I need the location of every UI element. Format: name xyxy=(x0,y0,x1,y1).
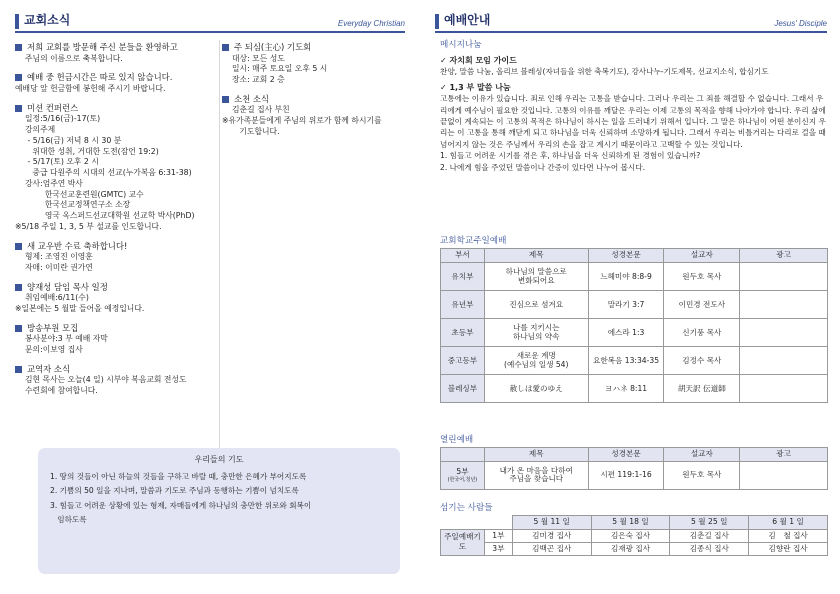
news-line: - 5/16(금) 저녁 8 시 30 분 xyxy=(25,135,122,145)
news-line: 중급 다원주의 시대의 선교(누가복음 6:31-38) xyxy=(25,168,192,178)
open-worship-title: 열린예배 xyxy=(440,435,474,445)
news-line: ※유가족분들에게 주님의 위로가 함께 하시기를 xyxy=(222,116,382,126)
news-title-text: 예배 중 헌금시간은 따로 있지 않습니다. xyxy=(27,72,173,83)
servers-table xyxy=(440,515,828,556)
table-cell xyxy=(740,262,828,290)
table-row xyxy=(441,461,828,489)
date-header: 6 월 1 일 xyxy=(749,515,828,529)
header-accent-bar xyxy=(15,14,19,29)
date-header: 5 월 18 일 xyxy=(591,515,670,529)
news-line: 자매: 이미란 권가연 xyxy=(25,262,93,272)
message-heading-1: ✓ 자치회 모임 가이드 xyxy=(440,55,517,65)
bullet-square-icon xyxy=(15,44,22,51)
table-cell xyxy=(740,318,828,346)
news-line: 주님의 이름으로 축복합니다. xyxy=(25,53,123,63)
column-header: 광고 xyxy=(740,447,828,461)
table-cell: 새로운 계명 (예수님의 일생 54) xyxy=(484,346,588,374)
part-cell: 1부 xyxy=(484,529,512,542)
news-line: ※5/18 주일 1, 3, 5 부 설교를 인도합니다. xyxy=(15,221,162,231)
news-column-b xyxy=(222,42,422,146)
column-header: 성경본문 xyxy=(588,447,664,461)
right-header-subtitle: Jesus' Disciple xyxy=(774,18,827,28)
table-row xyxy=(441,515,828,529)
column-header: 광고 xyxy=(740,248,828,262)
left-header-subtitle: Everyday Christian xyxy=(337,18,405,28)
news-line: - 5/17(토) 오후 2 시 xyxy=(25,157,99,167)
server-name-cell: 김백곤 집사 xyxy=(512,542,591,555)
table-cell: 이민경 전도사 xyxy=(664,290,740,318)
table-cell xyxy=(740,374,828,402)
news-title-text: 미션 컨퍼런스 xyxy=(27,102,79,113)
right-header-title: 예배안내 xyxy=(444,13,491,28)
message-section xyxy=(440,40,828,173)
news-line: 기도합니다. xyxy=(232,126,280,136)
group-cell: 주일예배기도 xyxy=(441,529,485,555)
news-item-title xyxy=(15,282,220,294)
prayer-item: 1. 땅의 것들이 아닌 하늘의 것들을 구하고 바랄 때, 충만한 은혜가 부어지도록 xyxy=(50,472,307,482)
news-item xyxy=(222,42,422,86)
table-cell: 에스라 1:3 xyxy=(588,318,664,346)
column-header: 성경본문 xyxy=(588,248,664,262)
prayer-box xyxy=(38,448,400,574)
empty-corner-cell xyxy=(441,515,513,529)
news-line: 문의:이보영 집사 xyxy=(25,345,83,355)
news-item xyxy=(15,282,220,315)
open-worship-dept xyxy=(441,461,485,489)
dept-cell: 유년부 xyxy=(441,290,485,318)
news-item xyxy=(15,323,220,356)
prayer-list xyxy=(50,470,388,528)
news-item-title xyxy=(15,323,220,335)
news-line: 강사:엄주연 박사 xyxy=(25,178,83,188)
date-header: 5 월 25 일 xyxy=(670,515,749,529)
news-line: 일정:5/16(금)-17(토) xyxy=(25,114,101,124)
open-worship-text-cell: 시편 119:1-16 xyxy=(588,461,664,489)
open-worship-table xyxy=(440,447,828,490)
table-cell: 느헤미야 8:8-9 xyxy=(588,262,664,290)
news-title-text: 주 되심(主心) 기도회 xyxy=(234,42,312,52)
table-cell: 하나님의 말씀으로 변화되어요 xyxy=(484,262,588,290)
table-row xyxy=(441,374,828,402)
table-cell: 赦しは愛のゆえ xyxy=(484,374,588,402)
news-line: 김춘길 집사 부친 xyxy=(232,105,290,115)
servers-section xyxy=(440,503,828,556)
table-cell: 원두호 목사 xyxy=(664,262,740,290)
table-cell xyxy=(740,346,828,374)
dept-cell: 유치부 xyxy=(441,262,485,290)
news-item-title xyxy=(15,364,220,376)
table-row xyxy=(441,262,828,290)
server-name-cell: 김향란 집사 xyxy=(749,542,828,555)
prayer-item: 임하도록 xyxy=(50,515,87,525)
bullet-square-icon xyxy=(15,366,22,373)
table-cell: 말라기 3:7 xyxy=(588,290,664,318)
column-header xyxy=(441,447,485,461)
news-title-text: 교역자 소식 xyxy=(27,363,71,374)
right-page-header xyxy=(435,12,827,33)
news-item xyxy=(15,42,220,64)
server-name-cell: 김종식 집사 xyxy=(670,542,749,555)
server-name-cell: 김재광 집사 xyxy=(591,542,670,555)
column-header: 부서 xyxy=(441,248,485,262)
news-line: 장소: 교회 2 층 xyxy=(232,75,285,85)
bullet-square-icon xyxy=(15,74,22,81)
bullet-square-icon xyxy=(15,325,22,332)
sunday-school-title: 교회학교주일예배 xyxy=(440,236,507,246)
date-header: 5 월 11 일 xyxy=(512,515,591,529)
news-item xyxy=(222,94,422,138)
news-line: 예배당 앞 헌금함에 봉헌해 주시기 바랍니다. xyxy=(15,83,166,93)
news-item-title xyxy=(15,103,220,115)
column-header: 제목 xyxy=(484,447,588,461)
table-row xyxy=(441,542,828,555)
table-row xyxy=(441,346,828,374)
table-cell: 胡天訳 伝道師 xyxy=(664,374,740,402)
news-item-title xyxy=(222,42,422,54)
news-title-text: 저희 교회를 방문해 주신 분들을 환영하고 xyxy=(27,42,178,52)
header-accent-bar xyxy=(435,14,439,29)
message-question-1: 1. 힘들고 어려운 시기를 겪은 후, 하나님을 더욱 신뢰하게 된 경험이 있습니까? xyxy=(440,151,701,161)
left-page-header xyxy=(15,12,405,33)
news-line: 형제: 조영진 이영훈 xyxy=(25,252,93,262)
dept-label: 5부 xyxy=(456,466,469,476)
news-line: 일시: 매주 토요일 오후 5 시 xyxy=(232,64,328,74)
dept-cell: 중고등부 xyxy=(441,346,485,374)
news-title-text: 소천 소식 xyxy=(234,93,270,104)
message-paragraph-2: 고통에는 이유가 있습니다. 죄로 인해 우리는 고통을 받습니다. 그러나 우리는 그 죄를 해결할 수 없습니다. 그래서 우리에게 예수님이 필요한 것입니다. 고통의 이유를 깨달은 우리는 이제 고통의 목적을 향해 나아가야 합니다. 우리 삶에 끝없이 계속되는 이 고통의 목적은 하나님이 하시는 일을 드러내기 위해서 입니다. 그 말은 하나님이 어떤 분이신지 우리는 이 고통을 통해 깨닫게 되고 하나님을 더욱 신뢰하며 소망하게 됩니다. 그래서 우리는 비틀거리는 다리로 걸을 때 넘어지지 않는 것은 주님께서 우리의 손을 잡고 계시기 때문이라고 고백할 수 있는 것입니다. xyxy=(440,94,826,149)
open-worship-preacher-cell: 원두호 목사 xyxy=(664,461,740,489)
bullet-square-icon xyxy=(15,105,22,112)
server-name-cell: 김미경 집사 xyxy=(512,529,591,542)
news-title-text: 새 교우반 수료 축하합니다! xyxy=(27,240,128,251)
news-title-text: 방송부원 모집 xyxy=(27,322,79,333)
left-header-title: 교회소식 xyxy=(24,13,71,28)
news-column-a xyxy=(15,42,220,405)
bullet-square-icon xyxy=(222,44,229,51)
bullet-square-icon xyxy=(15,284,22,291)
servers-title: 섬기는 사람들 xyxy=(440,503,493,513)
table-row xyxy=(441,318,828,346)
news-item-title xyxy=(15,241,220,253)
bullet-square-icon xyxy=(222,96,229,103)
news-line: 수련회에 참여합니다. xyxy=(25,386,98,396)
message-paragraph-1: 찬양, 말씀 나눔, 올리브 블레싱(자녀들을 위한 축복기도), 강사나누-기도제목, 선교지소식, 합심기도 xyxy=(440,66,769,76)
table-cell: 나를 지키시는 하나님의 약속 xyxy=(484,318,588,346)
news-item xyxy=(15,72,220,94)
table-row xyxy=(441,529,828,542)
message-section-title: 메시지나눔 xyxy=(440,40,482,50)
table-cell: 신기풍 목사 xyxy=(664,318,740,346)
server-name-cell: 김춘길 집사 xyxy=(670,529,749,542)
column-header: 설교자 xyxy=(664,447,740,461)
message-heading-2: ✓ 1,3 부 말씀 나눔 xyxy=(440,83,511,93)
table-cell: ヨハネ 8:11 xyxy=(588,374,664,402)
table-cell xyxy=(740,290,828,318)
news-item xyxy=(15,103,220,233)
news-item-title xyxy=(15,42,220,54)
message-question-2: 2. 나에게 힘을 주었던 말씀이나 간증이 있다면 나누어 봅시다. xyxy=(440,162,646,172)
news-line: 위대한 성취, 거대한 도전(잠언 19:2) xyxy=(25,146,159,156)
news-line: 취임예배:6/11(수) xyxy=(25,293,89,303)
column-header: 설교자 xyxy=(664,248,740,262)
prayer-item: 2. 기쁨의 50 일을 지나며, 말씀과 기도로 주님과 동행하는 기쁨이 넘치도록 xyxy=(50,486,299,496)
news-line: ※일본에는 5 월말 들어올 예정입니다. xyxy=(15,303,145,313)
news-item xyxy=(15,364,220,397)
news-line: 영국 옥스퍼드선교대학원 선교학 박사(PhD) xyxy=(25,211,195,221)
table-row xyxy=(441,290,828,318)
news-line: 한국선교정책연구소 소장 xyxy=(25,200,131,210)
news-line: 강의주제 xyxy=(25,125,56,135)
news-line: 김현 목사는 오늘(4 일) 시부야 복음교회 전성도 xyxy=(25,375,187,385)
bullet-square-icon xyxy=(15,243,22,250)
news-line: 대상: 모든 성도 xyxy=(232,53,285,63)
table-cell: 요한복음 13:34-35 xyxy=(588,346,664,374)
prayer-item: 3. 힘들고 어려운 상황에 있는 형제, 자매들에게 하나님의 충만한 위로와 회복이 xyxy=(50,500,312,510)
news-item-title xyxy=(222,94,422,106)
dept-cell: 초등부 xyxy=(441,318,485,346)
server-name-cell: 김은숙 집사 xyxy=(591,529,670,542)
table-cell: 김정수 목사 xyxy=(664,346,740,374)
server-name-cell: 김 철 집사 xyxy=(749,529,828,542)
open-worship-notice-cell xyxy=(740,461,828,489)
part-cell: 3부 xyxy=(484,542,512,555)
open-worship-section xyxy=(440,435,828,490)
open-worship-title-cell: 내가 온 마음을 다하여 주님을 찾습니다 xyxy=(484,461,588,489)
news-line: 한국선교훈련원(GMTC) 교수 xyxy=(25,189,144,199)
news-title-text: 양재성 담임 목사 일정 xyxy=(27,281,108,292)
prayer-title: 우리들의 기도 xyxy=(194,455,244,464)
sunday-school-section xyxy=(440,236,828,403)
dept-cell: 블레싱부 xyxy=(441,374,485,402)
column-header: 제목 xyxy=(484,248,588,262)
news-line: 봉사분야:3 부 예배 자막 xyxy=(25,334,108,344)
sunday-school-table xyxy=(440,248,828,403)
dept-sublabel: (한국어,청년) xyxy=(447,477,478,484)
news-item xyxy=(15,241,220,274)
table-cell: 진심으로 섬겨요 xyxy=(484,290,588,318)
news-item-title xyxy=(15,72,220,84)
column-divider xyxy=(219,40,220,460)
